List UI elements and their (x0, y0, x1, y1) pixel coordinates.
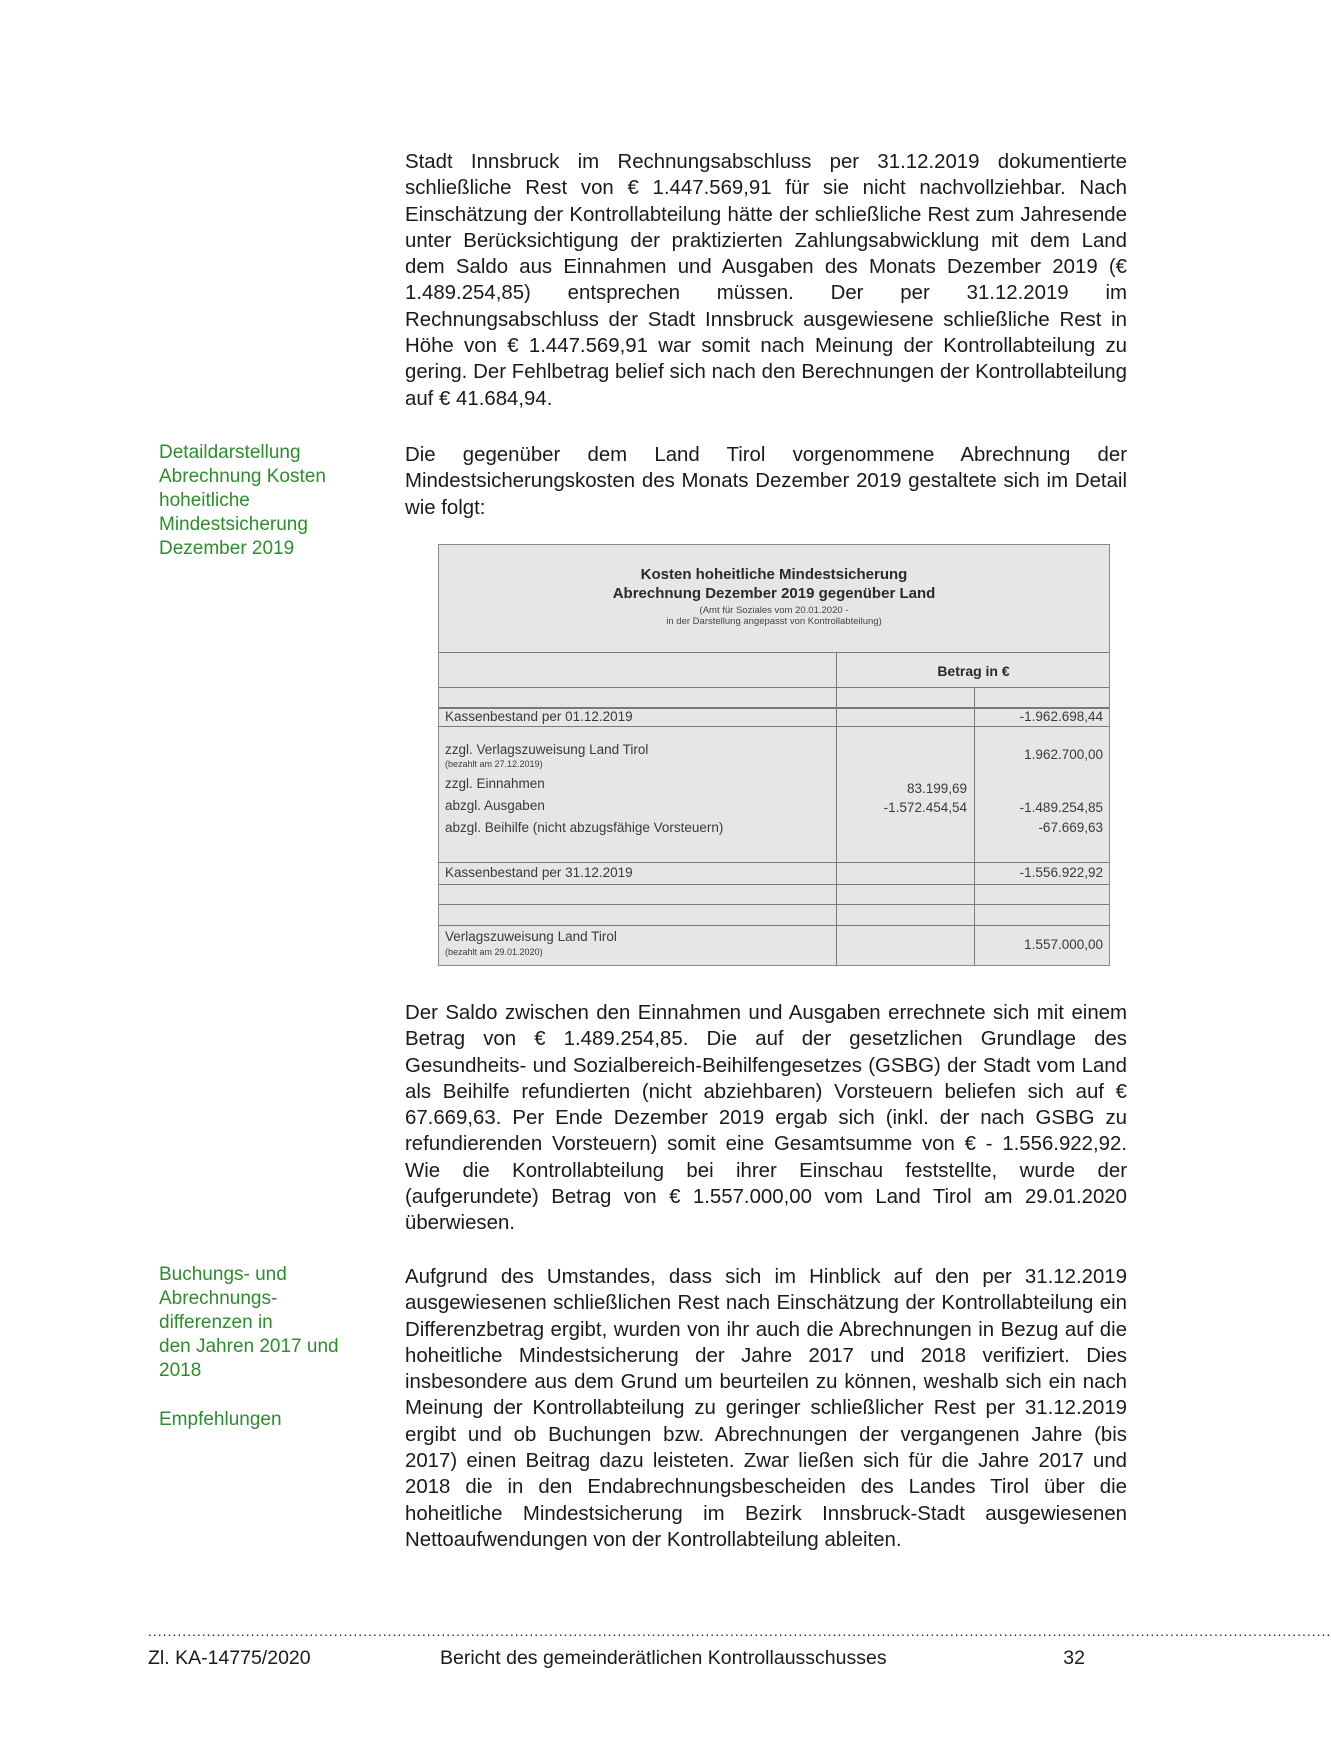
paragraph-3: Der Saldo zwischen den Einnahmen und Ausgaben errechnete sich mit einem Betrag von € 1.489.254,85. Die auf der gesetzlichen Grundlage des Gesundheits- und Sozialbereich-Beihilfengesetzes (GSBG) der Stadt vom Land als Beihilfe refundierten (nicht abziehbaren) Vorsteuern beliefen sich auf € 67.669,63. Per Ende Dezember 2019 ergab sich (inkl. der nach GSBG zu refundierenden Vorsteuern) somit eine Gesamtsumme von € - 1.556.922,92. Wie die Kontrollabteilung bei ihrer Einschau feststellte, wurde der (aufgerundete) Betrag von € 1.557.000,00 vom Land Tirol am 29.01.2020 überwiesen. (405, 1002, 1127, 1235)
cost-table-image (438, 544, 1110, 966)
footer-reference: Zl. KA-14775/2020 (148, 1647, 311, 1669)
table-subtitle: (Amt für Soziales vom 20.01.2020 - in der Darstellung angepasst von Kontrollabteilung) (666, 605, 882, 627)
paragraph-1: Stadt Innsbruck im Rechnungsabschluss per 31.12.2019 dokumentierte schließliche Rest von € 1.447.569,91 für sie nicht nachvollziehbar. Nach Einschätzung der Kontrollabteilung hätte der schließliche Rest zum Jahresende unter Berücksichtigung der praktizierten Zahlungsabwicklung mit dem Land dem Saldo aus Einnahmen und Ausgaben des Monats Dezember 2019 (€ 1.489.254,85) entsprechen müssen. Der per 31.12.2019 im Rechnungsabschluss der Stadt Innsbruck ausgewiesene schließliche Rest in Höhe von € 1.447.569,91 war somit nach Meinung der Kontrollabteilung zu gering. Der Fehlbetrag belief sich nach den Berechnungen der Kontrollabteilung auf € 41.684,94. (405, 151, 1127, 410)
table-cell: 83.199,69 (906, 781, 967, 796)
footer-divider: .................................................................................................................................................................................................................................................. (148, 1623, 1331, 1639)
table-cell: zzgl. Einnahmen (445, 776, 545, 791)
table-title: Kosten hoheitliche Mindestsicherung Abrechnung Dezember 2019 gegenüber Land (612, 566, 936, 602)
paragraph-4: Aufgrund des Umstandes, dass sich im Hinblick auf den per 31.12.2019 ausgewiesenen schließlichen Rest nach Einschätzung der Kontrollabteilung ein Differenzbetrag ergibt, wurden von ihr auch die Abrechnungen in Bezug auf die hoheitliche Mindestsicherung der Jahre 2017 und 2018 verifiziert. Dies insbesondere aus dem Grund um beurteilen zu können, weshalb sich ein nach Meinung der Kontrollabteilung zu geringer schließlicher Rest per 31.12.2019 ergibt und ob Buchungen bzw. Abrechnungen der vergangenen Jahre (bis 2017) einen Beitrag dazu leisteten. Zwar ließen sich für die Jahre 2017 und 2018 die in den Endabrechnungsbescheiden des Landes Tirol über die hoheitliche Mindestsicherung im Bezirk Innsbruck-Stadt ausgewiesenen Nettoaufwendungen von der Kontrollabteilung ableiten. (405, 1266, 1127, 1551)
table-cell: abzgl. Ausgaben (445, 798, 545, 813)
page-number: 32 (1063, 1647, 1085, 1669)
table-cell: -1.489.254,85 (1019, 800, 1103, 815)
footer-title: Bericht des gemeinderätlichen Kontrollausschusses (440, 1647, 887, 1669)
table-column-header: Betrag in € (937, 663, 1010, 679)
margin-note-empfehlungen: Empfehlungen (159, 1409, 282, 1430)
table-cell: Kassenbestand per 31.12.2019 (445, 865, 633, 880)
table-cell: abzgl. Beihilfe (nicht abzugsfähige Vorsteuern) (445, 820, 724, 835)
table-cell: Kassenbestand per 01.12.2019 (445, 709, 633, 724)
table-cell: (bezahlt am 29.01.2020) (445, 947, 543, 957)
margin-note-detaildarstellung: Detaildarstellung Abrechnung Kosten hoheitliche Mindestsicherung Dezember 2019 (159, 442, 326, 559)
paragraph-2: Die gegenüber dem Land Tirol vorgenommene Abrechnung der Mindestsicherungskosten des Monats Dezember 2019 gestaltete sich im Detail wie folgt: (405, 444, 1127, 519)
margin-note-buchungsdifferenzen: Buchungs- und Abrechnungs- differenzen in den Jahren 2017 und 2018 (159, 1264, 339, 1381)
table-cell: -1.556.922,92 (1019, 865, 1103, 880)
table-cell: (bezahlt am 27.12.2019) (445, 759, 543, 769)
table-cell: Verlagszuweisung Land Tirol (445, 929, 617, 944)
table-cell: 1.962.700,00 (1024, 747, 1103, 762)
table-cell: 1.557.000,00 (1024, 937, 1103, 952)
table-cell: -67.669,63 (1038, 820, 1103, 835)
table-cell: zzgl. Verlagszuweisung Land Tirol (445, 742, 649, 757)
table-cell: -1.962.698,44 (1019, 709, 1103, 724)
table-cell: -1.572.454,54 (883, 800, 967, 815)
